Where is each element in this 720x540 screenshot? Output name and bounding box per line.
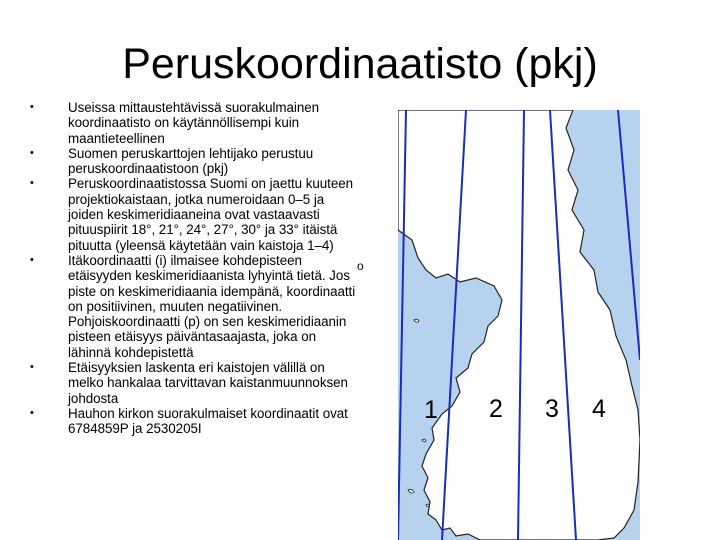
bullet-list — [30, 100, 360, 437]
zone-label-1: 1 — [424, 396, 438, 424]
bullet-text: Useissa mittaustehtävissä suorakulmainen koordinaatisto on käytännöllisempi kuin maantieteellinen — [68, 100, 320, 146]
zone-label-3: 3 — [545, 395, 559, 423]
zone-label-2: 2 — [489, 395, 503, 423]
finland-zone-map — [398, 110, 640, 540]
bullet-dot-icon: • — [30, 146, 34, 159]
bullet-text: Suomen peruskarttojen lehtijako perustuu peruskoordinaatistoon (pkj) — [68, 145, 314, 177]
bullet-dot-icon: • — [30, 253, 34, 266]
bullet-text: Hauhon kirkon suorakulmaiset koordinaatit ovat 6784859P ja 2530205I — [68, 405, 348, 437]
bullet-dot-icon: • — [30, 406, 34, 419]
bullet-item — [30, 253, 360, 360]
bullet-item — [30, 176, 360, 252]
bullet-dot-icon: • — [30, 177, 34, 190]
slide-title: Peruskoordinaatisto (pkj) — [122, 40, 598, 88]
bullet-dot-icon: • — [30, 101, 34, 113]
bullet-item — [30, 100, 360, 146]
bullet-text: Itäkoordinaatti (i) ilmaisee kohdepisteen etäisyyden keskimeridiaanista lyhyintä tietä. Jos piste on keskimeridiaania idempänä, koordinaatti on positiivinen, muuten negatiivinen. Pohjoiskoordinaatti (p) on sen keskimeridiaanin pisteen etäisyys päiväntasaajasta, joka on lähinnä kohdepistettä — [68, 252, 356, 360]
degree-mark: o — [357, 259, 364, 273]
bullet-dot-icon: • — [30, 361, 34, 374]
bullet-item — [30, 360, 360, 406]
bullet-text: Etäisyyksien laskenta eri kaistojen välillä on melko hankalaa tarvittavan kaistanmuunnoksen johdosta — [68, 360, 348, 406]
zone-label-4: 4 — [592, 395, 606, 423]
bullet-text: Peruskoordinaatistossa Suomi on jaettu kuuteen projektiokaistaan, jotka numeroidaan 0–5 ja joiden keskimeridiaaneina ovat vastaavasti pituuspiirit 18°, 21°, 24°, 27°, 30° ja 33° itäistä pituutta (yleensä käytetään vain kaistoja 1–4) — [68, 176, 354, 253]
bullet-item — [30, 406, 360, 437]
bullet-item — [30, 146, 360, 177]
